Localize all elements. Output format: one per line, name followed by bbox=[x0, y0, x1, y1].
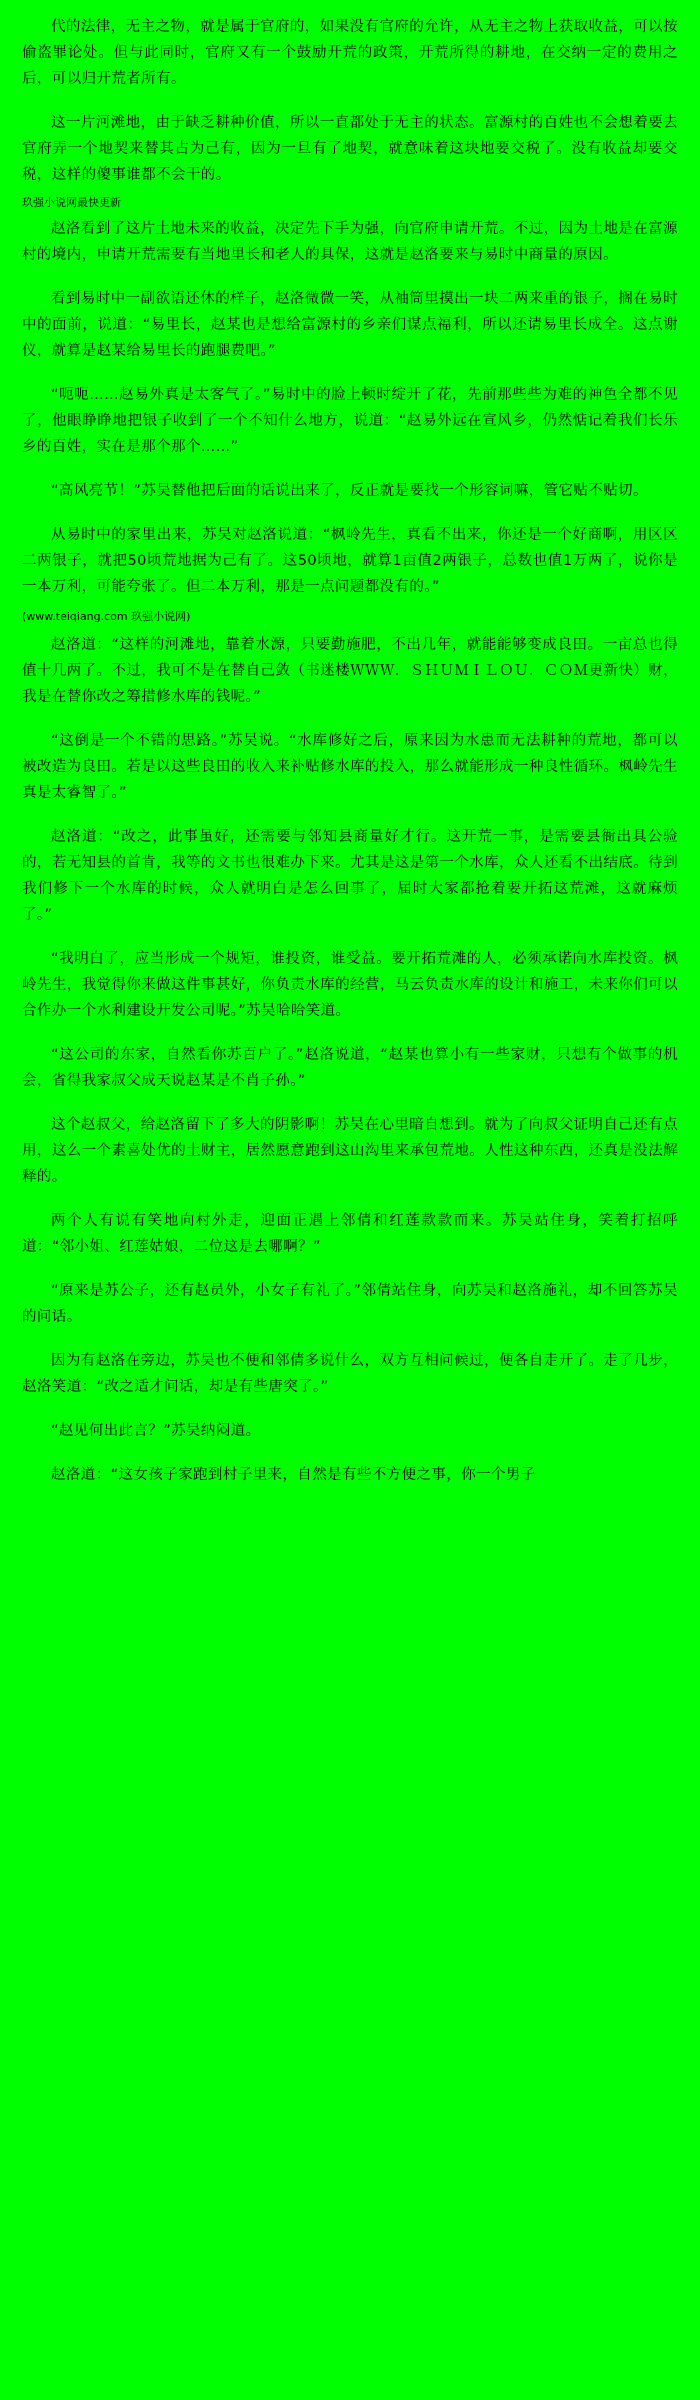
paragraph: 这一片河滩地，由于缺乏耕种价值，所以一直都处于无主的状态。富源村的百姓也不会想着要去官府弄一个地契来替其占为己有，因为一旦有了地契，就意味着这块地要交税了。没有收益却要交税，这样的傻事谁都不会干的。 bbox=[22, 115, 678, 183]
paragraph: “原来是苏公子，还有赵员外，小女子有礼了。”邻倩站住身，向苏吴和赵洛施礼，却不回答苏吴的问话。 bbox=[22, 1283, 678, 1325]
paragraph: “赵见何出此言？”苏吴纳闷道。 bbox=[51, 1423, 261, 1439]
paragraph: “这倒是一个不错的思路。”苏吴说。“水库修好之后，原来因为水患而无法耕种的荒地，都可以被改造为良田。若是以这些良田的收入来补贴修水库的投入，那么就能形成一种良性循环。枫岭先生真是太睿智了。” bbox=[22, 733, 678, 801]
paragraph: 这个赵叔父，给赵洛留下了多大的阴影啊！苏吴在心里暗自想到。就为了向叔父证明自己还有点用，这么一个素喜处优的土财主，居然愿意跑到这山沟里来承包荒地。人性这种东西，还真是没法解释的。 bbox=[22, 1117, 678, 1185]
paragraph: “呃呃……赵易外真是太客气了。”易时中的脸上顿时绽开了花，先前那些些为难的神色全都不见了，他眼睁睁地把银子收到了一个不知什么地方，说道：“赵易外远在宣风乡，仍然惦记着我们长乐乡的百姓，实在是那个那个……” bbox=[22, 387, 678, 455]
watermark-site-url: (www.teiqiang.com 玖强小说网) bbox=[22, 610, 191, 623]
paragraph: 因为有赵洛在旁边，苏吴也不便和邻倩多说什么，双方互相问候过，便各自走开了。走了几步，赵洛笑道：“改之适才问话，却是有些唐突了。” bbox=[22, 1353, 678, 1395]
paragraph: 从易时中的家里出来，苏吴对赵洛说道：“枫岭先生，真看不出来，你还是一个好商啊，用区区二两银子，就把50顷荒地据为己有了。这50顷地，就算1亩值2两银子，总数也值1万两了，说你是一本万利，可能夸张了。但二本万利，那是一点问题都没有的。” bbox=[22, 527, 678, 595]
paragraph: “我明白了，应当形成一个规矩，谁投资，谁受益。要开拓荒滩的人，必须承诺向水库投资。枫岭先生，我觉得你来做这件事甚好，你负责水库的经营，马云负责水库的设计和施工，未来你们可以合作办一个水利建设开发公司呢。”苏吴哈哈笑道。 bbox=[22, 951, 678, 1019]
paragraph: 看到易时中一副欲语还休的样子，赵洛微微一笑，从袖筒里摸出一块二两来重的银子，搁在易时中的面前，说道：“易里长，赵某也是想给富源村的乡亲们谋点福利，所以还请易里长成全。这点谢仪，就算是赵某给易里长的跑腿费吧。” bbox=[22, 291, 678, 359]
paragraph: 赵洛看到了这片土地未来的收益，决定先下手为强，向官府申请开荒。不过，因为土地是在富源村的境内，申请开荒需要有当地里长和老人的具保，这就是赵洛要来与易时中商量的原因。 bbox=[22, 221, 678, 263]
paragraph: “这公司的东家，自然看你苏百户了。”赵洛说道，“赵某也算小有一些家财，只想有个做事的机会，省得我家叔父成天说赵某是不肖子孙。” bbox=[22, 1047, 678, 1089]
paragraph: 赵洛道：“这女孩子家跑到村子里来，自然是有些不方便之事，你一个男子 bbox=[51, 1467, 536, 1483]
paragraph: 两个人有说有笑地向村外走，迎面正遇上邻倩和红莲款款而来。苏吴站住身，笑着打招呼道：“邻小姐、红莲姑娘，二位这是去哪啊？” bbox=[22, 1213, 678, 1255]
paragraph: 赵洛道：“改之，此事虽好，还需要与邻知县商量好才行。这开荒一事，是需要县衙出具公验的，若无知县的首肯，我等的文书也很难办下来。尤其是这是第一个水库，众人还看不出结底。待到我们修下一个水库的时候，众人就明白是怎么回事了，届时大家都抢着要开拓这荒滩，这就麻烦了。” bbox=[22, 829, 678, 923]
watermark-top: 玖强小说网最快更新 bbox=[22, 196, 121, 209]
paragraph: 代的法律，无主之物，就是属于官府的，如果没有官府的允许，从无主之物上获取收益，可以按偷盗罪论处。但与此同时，官府又有一个鼓励开荒的政策，开荒所得的耕地，在交纳一定的费用之后，可以归开荒者所有。 bbox=[22, 19, 678, 87]
paragraph: 赵洛道：“这样的河滩地，靠着水源，只要勤施肥，不出几年，就能能够变成良田。一亩总也得值十几两了。不过，我可不是在替自己敛（书迷楼ＷＷＷ．ＳＨＵＭＩＬＯＵ．ＣＯＭ更新快）财，我是在替你改之筹措修水库的钱呢。” bbox=[22, 637, 678, 705]
paragraph: “高风亮节！”苏吴替他把后面的话说出来了，反正就是要找一个形容词嘛，管它贴不贴切。 bbox=[51, 483, 648, 499]
